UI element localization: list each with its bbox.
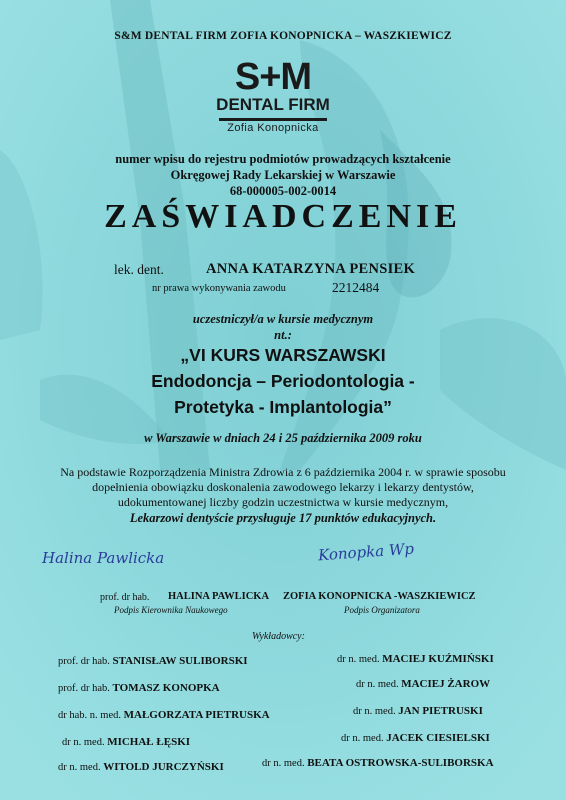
lecturer-entry: [58, 709, 270, 721]
lecturer-name: JAN PIETRUSKI: [398, 705, 483, 717]
lecturer-title: dr n. med.: [58, 762, 101, 773]
legal-line-2: dopełnienia obowiązku doskonalenia zawodowego lekarzy i lekarzy dentystów,: [92, 480, 474, 494]
course-line-3: Protetyka - Implantologia”: [174, 397, 392, 417]
lecturer-title: dr n. med.: [262, 758, 305, 769]
license-label: nr prawa wykonywania zawodu: [152, 283, 286, 294]
logo-subtitle: Zofia Konopnicka: [227, 122, 319, 134]
right-signature: Konopka Wp: [317, 539, 415, 565]
lecturer-title: dr n. med.: [341, 733, 384, 744]
left-signer-role: Podpis Kierownika Naukowego: [114, 605, 228, 615]
lecturer-name: MACIEJ KUŹMIŃSKI: [382, 653, 494, 665]
lecturer-name: STANISŁAW SULIBORSKI: [112, 655, 248, 667]
registry-line-1: numer wpisu do rejestru podmiotów prowadzących kształcenie: [115, 152, 451, 166]
education-points: Lekarzowi dentyście przysługuje 17 punktów edukacyjnych.: [129, 511, 437, 525]
lecturer-name: MICHAŁ ŁĘSKI: [107, 736, 191, 748]
lecturer-entry: [262, 757, 494, 769]
lecturer-title: dr n. med.: [62, 737, 105, 748]
company-header: S&M DENTAL FIRM ZOFIA KONOPNICKA – WASZKIEWICZ: [114, 30, 452, 42]
legal-line-1: Na podstawie Rozporządzenia Ministra Zdrowia z 6 października 2004 r. w sprawie sposobu: [60, 465, 506, 479]
company-logo: [213, 58, 333, 138]
lecturer-entry: [353, 705, 483, 717]
course-line-1: „VI KURS WARSZAWSKI: [180, 345, 386, 365]
lecturer-name: MAŁGORZATA PIETRUSKA: [123, 709, 270, 721]
left-signer-name: HALINA PAWLICKA: [168, 591, 270, 602]
lecturer-name: MACIEJ ŻAROW: [401, 678, 491, 690]
right-signer-role: Podpis Organizatora: [344, 605, 420, 615]
lecturer-name: JACEK CIESIELSKI: [386, 732, 490, 744]
lecturer-entry: [58, 655, 248, 667]
left-signer-title: prof. dr hab.: [100, 592, 150, 603]
lecturer-entry: [337, 653, 494, 665]
participation-topic-label: nt.:: [274, 328, 292, 342]
lecturer-title: dr n. med.: [356, 679, 399, 690]
lecturer-name: WITOLD JURCZYŃSKI: [103, 761, 224, 773]
lecturers-label: Wykładowcy:: [252, 631, 305, 642]
lecturer-entry: [356, 678, 490, 690]
lecturer-title: dr n. med.: [337, 654, 380, 665]
recipient-prefix: lek. dent.: [114, 262, 164, 277]
lecturer-title: prof. dr hab.: [58, 656, 110, 667]
course-date: w Warszawie w dniach 24 i 25 października 2009 roku: [144, 431, 422, 445]
lecturer-entry: [62, 736, 190, 748]
lecturer-entry: [58, 682, 220, 694]
logo-mark: S+M: [234, 56, 312, 98]
lecturer-name: BEATA OSTROWSKA-SULIBORSKA: [307, 757, 494, 769]
registry-number: 68-000005-002-0014: [229, 184, 337, 198]
lecturer-title: dr hab. n. med.: [58, 710, 121, 721]
lecturer-name: TOMASZ KONOPKA: [112, 682, 220, 694]
lecturer-entry: [58, 761, 224, 773]
left-signature: Halina Pawlicka: [42, 549, 165, 567]
lecturer-entry: [341, 732, 490, 744]
recipient-name: ANNA KATARZYNA PENSIEK: [206, 261, 416, 277]
lecturer-title: prof. dr hab.: [58, 683, 110, 694]
logo-divider: [219, 118, 327, 121]
lecturer-title: dr n. med.: [353, 706, 396, 717]
license-number: 2212484: [332, 280, 380, 295]
legal-line-3: udokumentowanej liczby godzin uczestnictwa w kursie medycznym,: [117, 495, 449, 509]
course-line-2: Endodoncja – Periodontologia -: [151, 371, 415, 391]
right-signer-name: ZOFIA KONOPNICKA -WASZKIEWICZ: [283, 591, 476, 602]
registry-line-2: Okręgowej Rady Lekarskiej w Warszawie: [170, 168, 396, 182]
document-title: ZAŚWIADCZENIE: [104, 198, 462, 235]
participation-line: uczestniczył/a w kursie medycznym: [192, 312, 374, 326]
logo-wordmark: DENTAL FIRM: [216, 95, 330, 114]
